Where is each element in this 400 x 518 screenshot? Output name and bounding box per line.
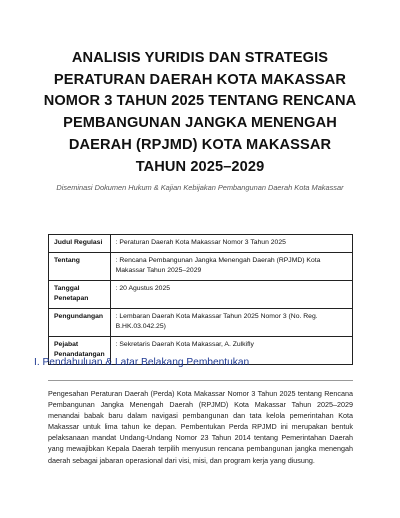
document-subtitle: Diseminasi Dokumen Hukum & Kajian Kebijakan Pembangunan Daerah Kota Makassar	[56, 183, 344, 192]
table-row	[49, 252, 353, 280]
row-key: Tentang	[49, 252, 111, 280]
title-line: PERATURAN DAERAH KOTA MAKASSAR	[53, 71, 347, 88]
row-key: Tanggal Penetapan	[49, 280, 111, 308]
regulation-metadata-table	[48, 234, 353, 365]
row-value: : Lembaran Daerah Kota Makassar Tahun 2025 Nomor 3 (No. Reg. B.HK.03.042.25)	[110, 308, 352, 336]
section-divider	[48, 380, 353, 381]
row-value: : Rencana Pembangunan Jangka Menengah Daerah (RPJMD) Kota Makassar Tahun 2025–2029	[110, 252, 352, 280]
document-title	[30, 48, 370, 178]
title-line: NOMOR 3 TAHUN 2025 TENTANG RENCANA	[43, 93, 357, 110]
row-key: Judul Regulasi	[49, 235, 111, 253]
title-line: DAERAH (RPJMD) KOTA MAKASSAR	[68, 136, 332, 153]
row-value: : Sekretaris Daerah Kota Makassar, A. Zulkifly	[110, 336, 352, 364]
table-row	[49, 308, 353, 336]
table-row	[49, 235, 353, 253]
row-key: Pengundangan	[49, 308, 111, 336]
row-key: Pejabat Penandatangan	[49, 336, 111, 364]
section-heading: I. Pendahuluan & Latar Belakang Pembentukan	[34, 357, 250, 368]
title-line: PEMBANGUNAN JANGKA MENENGAH	[63, 115, 337, 132]
table-row	[49, 280, 353, 308]
body-paragraph: Pengesahan Peraturan Daerah (Perda) Kota Makassar Nomor 3 Tahun 2025 tentang Rencana Pembangunan Jangka Menengah Daerah (RPJMD) Kota Makassar Tahun 2025–2029 menandai babak baru dalam navigasi pembangunan dan tata kelola pemerintahan Kota Makassar untuk lima tahun ke depan. Pembentukan Perda RPJMD ini merupakan bentuk pelaksanaan mandat Undang-Undang Nomor 23 Tahun 2014 tentang Pemerintahan Daerah yang mewajibkan Kepala Daerah terpilih menyusun rencana pembangunan jangka menengah daerah sebagai jabaran operasional dari visi, misi, dan program kerja yang diusung.	[48, 389, 353, 465]
row-value: : 20 Agustus 2025	[110, 280, 352, 308]
row-value: : Peraturan Daerah Kota Makassar Nomor 3 Tahun 2025	[110, 235, 352, 253]
title-line: ANALISIS YURIDIS DAN STRATEGIS	[71, 50, 329, 66]
title-line: TAHUN 2025–2029	[135, 158, 265, 175]
